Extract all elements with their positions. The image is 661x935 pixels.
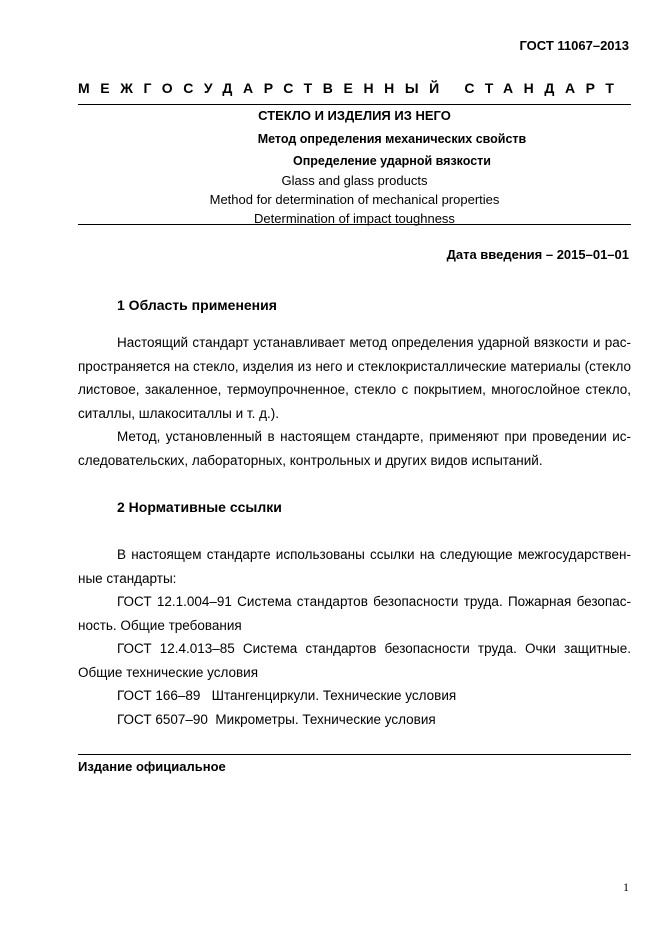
section-1-body (78, 331, 631, 472)
normative-reference: ГОСТ 6507–90 Микрометры. Технические условия (117, 711, 436, 727)
footer-rule (78, 754, 631, 755)
title-en-1: Glass and glass products (281, 173, 428, 188)
title-block (78, 107, 631, 228)
section-1-paragraph: Метод, установленный в настоящем стандарте, применяют при проведении исследовательских, лабораторных, контрольных и других видов испытаний. (78, 429, 631, 468)
interstate-standard-label: МЕЖГОСУДАРСТВЕННЫЙ СТАНДАРТ (78, 80, 625, 96)
title-method: Метод определения механических свойств (257, 132, 527, 146)
section-1-heading: 1 Область применения (117, 297, 277, 313)
normative-reference: ГОСТ 166–89 Штангенциркули. Технические условия (117, 688, 457, 703)
title-en-3: Determination of impact toughness (254, 211, 455, 226)
normative-reference: ГОСТ 12.1.004–91 Система стандартов безопасности труда. Пожарная безопасность. Общие требования (78, 594, 631, 633)
intro-date: Дата введения – 2015–01–01 (446, 247, 629, 262)
title-main: СТЕКЛО И ИЗДЕЛИЯ ИЗ НЕГО (258, 108, 451, 123)
normative-reference: ГОСТ 12.4.013–85 Система стандартов безопасности труда. Очки защитные. Общие технические условия (78, 641, 631, 680)
section-1-paragraph: Настоящий стандарт устанавливает метод определения ударной вязкости и распространяется на стекло, изделия из него и стеклокристаллические материалы (стекло листовое, закаленное, термоупрочненное, стекло с покрытием, многослойное стекло, ситаллы, шлакоситаллы и т. д.). (78, 335, 631, 421)
page-number: 1 (623, 880, 629, 894)
title-subject: Определение ударной вязкости (293, 154, 491, 168)
official-edition-label: Издание официальное (78, 759, 226, 774)
header-rule-bottom (78, 224, 631, 225)
title-en-2: Method for determination of mechanical properties (209, 192, 500, 207)
document-code: ГОСТ 11067–2013 (519, 38, 629, 53)
header-rule-top (78, 104, 631, 105)
section-2-heading: 2 Нормативные ссылки (117, 499, 282, 515)
section-2-body (78, 543, 631, 731)
section-2-paragraph: В настоящем стандарте использованы ссылки на следующие межгосударственные стандарты: (78, 547, 631, 586)
